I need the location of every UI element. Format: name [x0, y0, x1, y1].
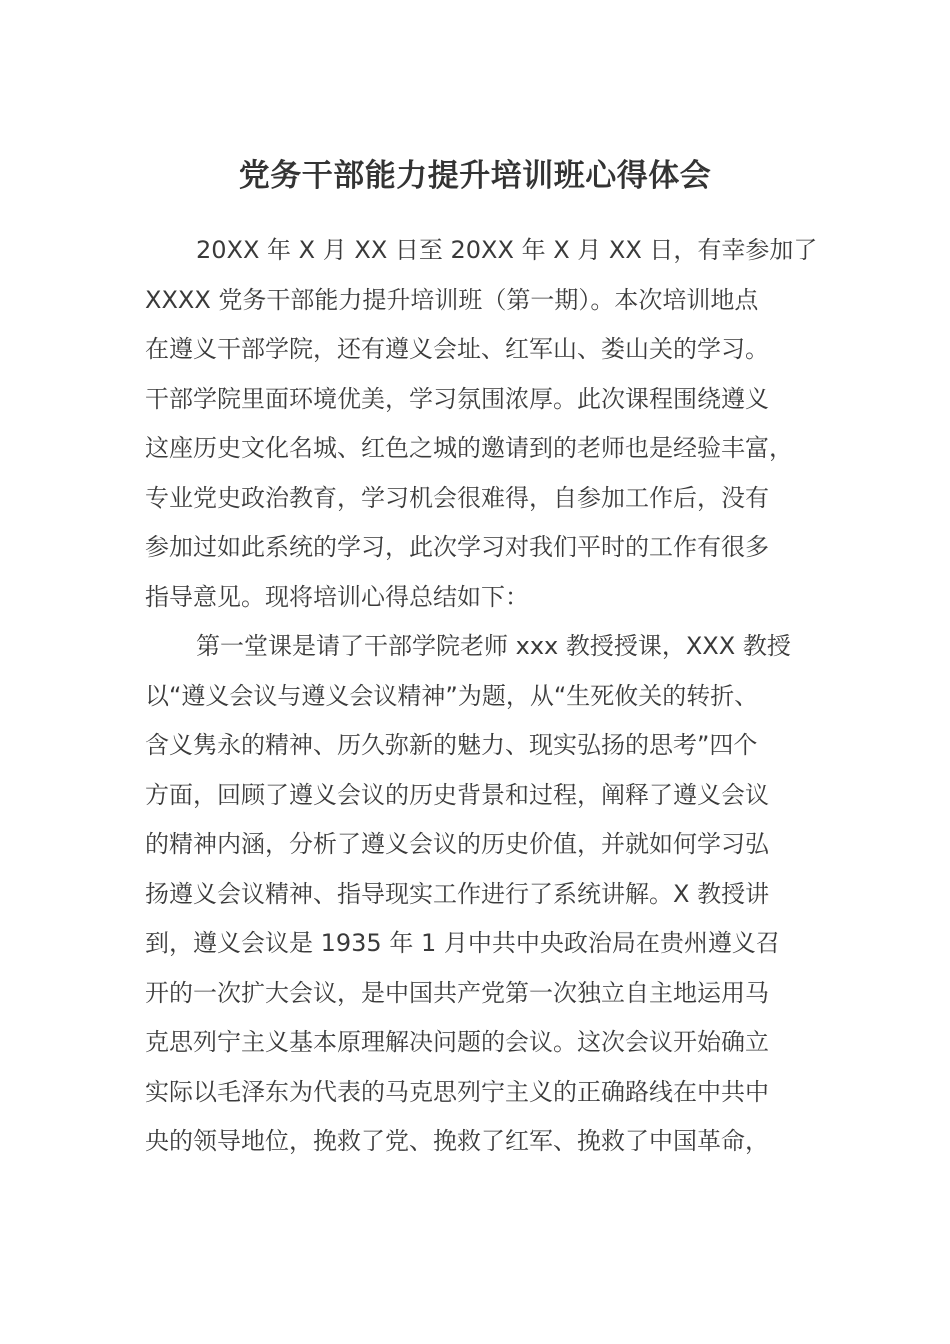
text-line: 以“遵义会议与遵义会议精神”为题，从“生死攸关的转折、	[145, 681, 759, 710]
text-line: 开的一次扩大会议，是中国共产党第一次独立自主地运用马	[145, 978, 769, 1007]
text-line: 方面，回顾了遵义会议的历史背景和过程，阐释了遵义会议	[145, 780, 769, 809]
text-line: 干部学院里面环境优美，学习氛围浓厚。此次课程围绕遵义	[145, 384, 769, 413]
text-line: 在遵义干部学院，还有遵义会址、红军山、娄山关的学习。	[145, 335, 769, 363]
text-line: 第一堂课是请了干部学院老师 xxx 教授授课，XXX 教授	[196, 632, 791, 660]
text-line: XXXX 党务干部能力提升培训班（第一期）。本次培训地点	[145, 285, 759, 314]
text-line: 指导意见。现将培训心得总结如下：	[145, 582, 529, 611]
text-line: 的精神内涵，分析了遵义会议的历史价值，并就如何学习弘	[145, 830, 769, 858]
text-line: 含义隽永的精神、历久弥新的魅力、现实弘扬的思考”四个	[145, 731, 758, 759]
text-line: 实际以毛泽东为代表的马克思列宁主义的正确路线在中共中	[145, 1077, 769, 1106]
text-line: 扬遵义会议精神、指导现实工作进行了系统讲解。X 教授讲	[145, 879, 770, 908]
text-line: 20XX 年 X 月 XX 日至 20XX 年 X 月 XX 日，有幸参加了	[196, 236, 818, 264]
text-line: 到，遵义会议是 1935 年 1 月中共中央政治局在贵州遵义召	[145, 929, 780, 957]
text-line: 专业党史政治教育，学习机会很难得，自参加工作后，没有	[145, 483, 769, 512]
paragraph-2	[145, 622, 825, 1167]
document-body	[145, 226, 825, 1167]
text-line: 央的领导地位，挽救了党、挽救了红军、挽救了中国革命，	[145, 1127, 769, 1155]
paragraph-1	[145, 226, 825, 622]
text-line: 克思列宁主义基本原理解决问题的会议。这次会议开始确立	[145, 1028, 769, 1056]
document-title: 党务干部能力提升培训班心得体会	[238, 158, 712, 194]
text-line: 参加过如此系统的学习，此次学习对我们平时的工作有很多	[145, 533, 769, 561]
text-line: 这座历史文化名城、红色之城的邀请到的老师也是经验丰富，	[145, 434, 793, 462]
